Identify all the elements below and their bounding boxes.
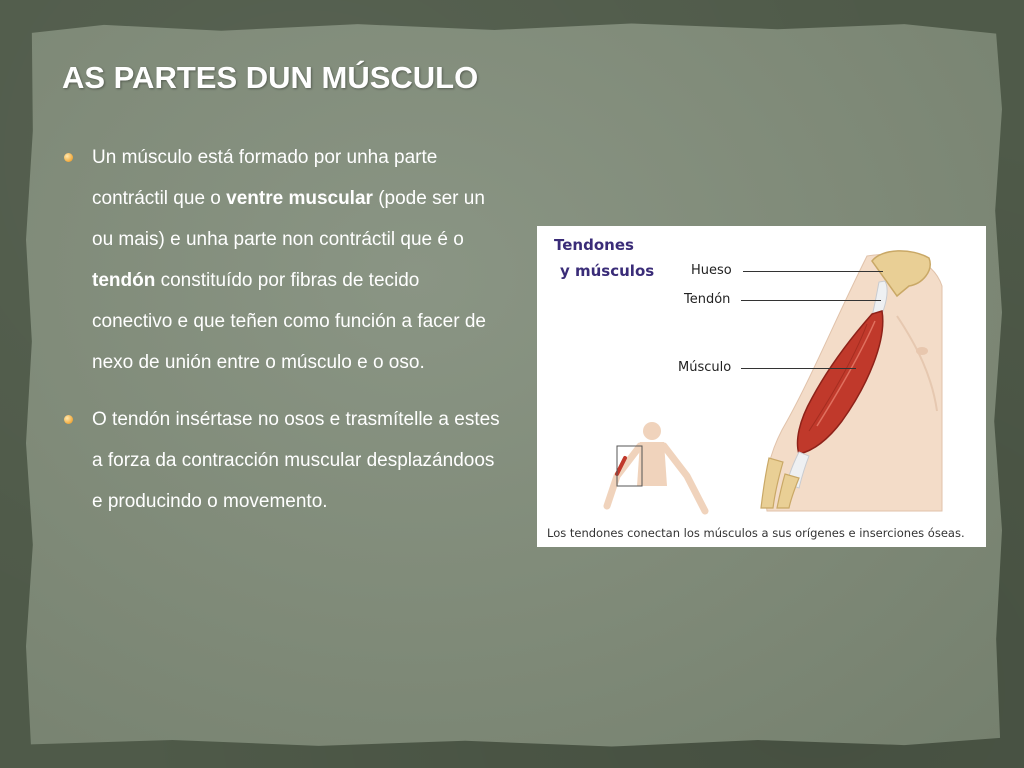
anatomy-figure bbox=[537, 226, 986, 547]
bold-term-tendon: tendón bbox=[92, 270, 156, 291]
bold-term-ventre-muscular: ventre muscular bbox=[226, 188, 373, 209]
label-tendon: Tendón bbox=[684, 292, 731, 307]
bullet-dot-icon bbox=[64, 153, 73, 162]
slide-title: AS PARTES DUN MÚSCULO bbox=[62, 60, 479, 95]
bullet-dot-icon bbox=[64, 415, 73, 424]
label-bone: Hueso bbox=[691, 263, 732, 278]
bullet-list bbox=[64, 137, 504, 538]
figure-title-line1: Tendones bbox=[554, 236, 634, 254]
bullet-item-muscle-parts bbox=[64, 137, 504, 383]
bullet-text: (pode ser un ou mais) e unha parte non contráctil que é o bbox=[92, 188, 485, 250]
leader-line-bone bbox=[743, 271, 883, 272]
body-thumbnail-figure bbox=[607, 422, 705, 511]
bullet-text: Un músculo está formado por unha parte contráctil que o bbox=[92, 147, 438, 209]
label-muscle: Músculo bbox=[678, 360, 732, 375]
bullet-text: O tendón insértase no osos e trasmítelle a estes a forza da contracción muscular desplazándoos e producindo o movemento. bbox=[92, 409, 500, 512]
leader-line-muscle bbox=[741, 368, 856, 369]
figure-title bbox=[554, 232, 654, 284]
leader-line-tendon bbox=[741, 300, 881, 301]
figure-caption: Los tendones conectan los músculos a sus orígenes e inserciones óseas. bbox=[547, 526, 965, 540]
figure-title-line2: y músculos bbox=[560, 262, 655, 280]
bullet-item-tendon-insertion bbox=[64, 399, 504, 522]
bullet-text: constituído por fibras de tecido conectivo e que teñen como función a facer de nexo de unión entre o músculo e o oso. bbox=[92, 270, 486, 373]
